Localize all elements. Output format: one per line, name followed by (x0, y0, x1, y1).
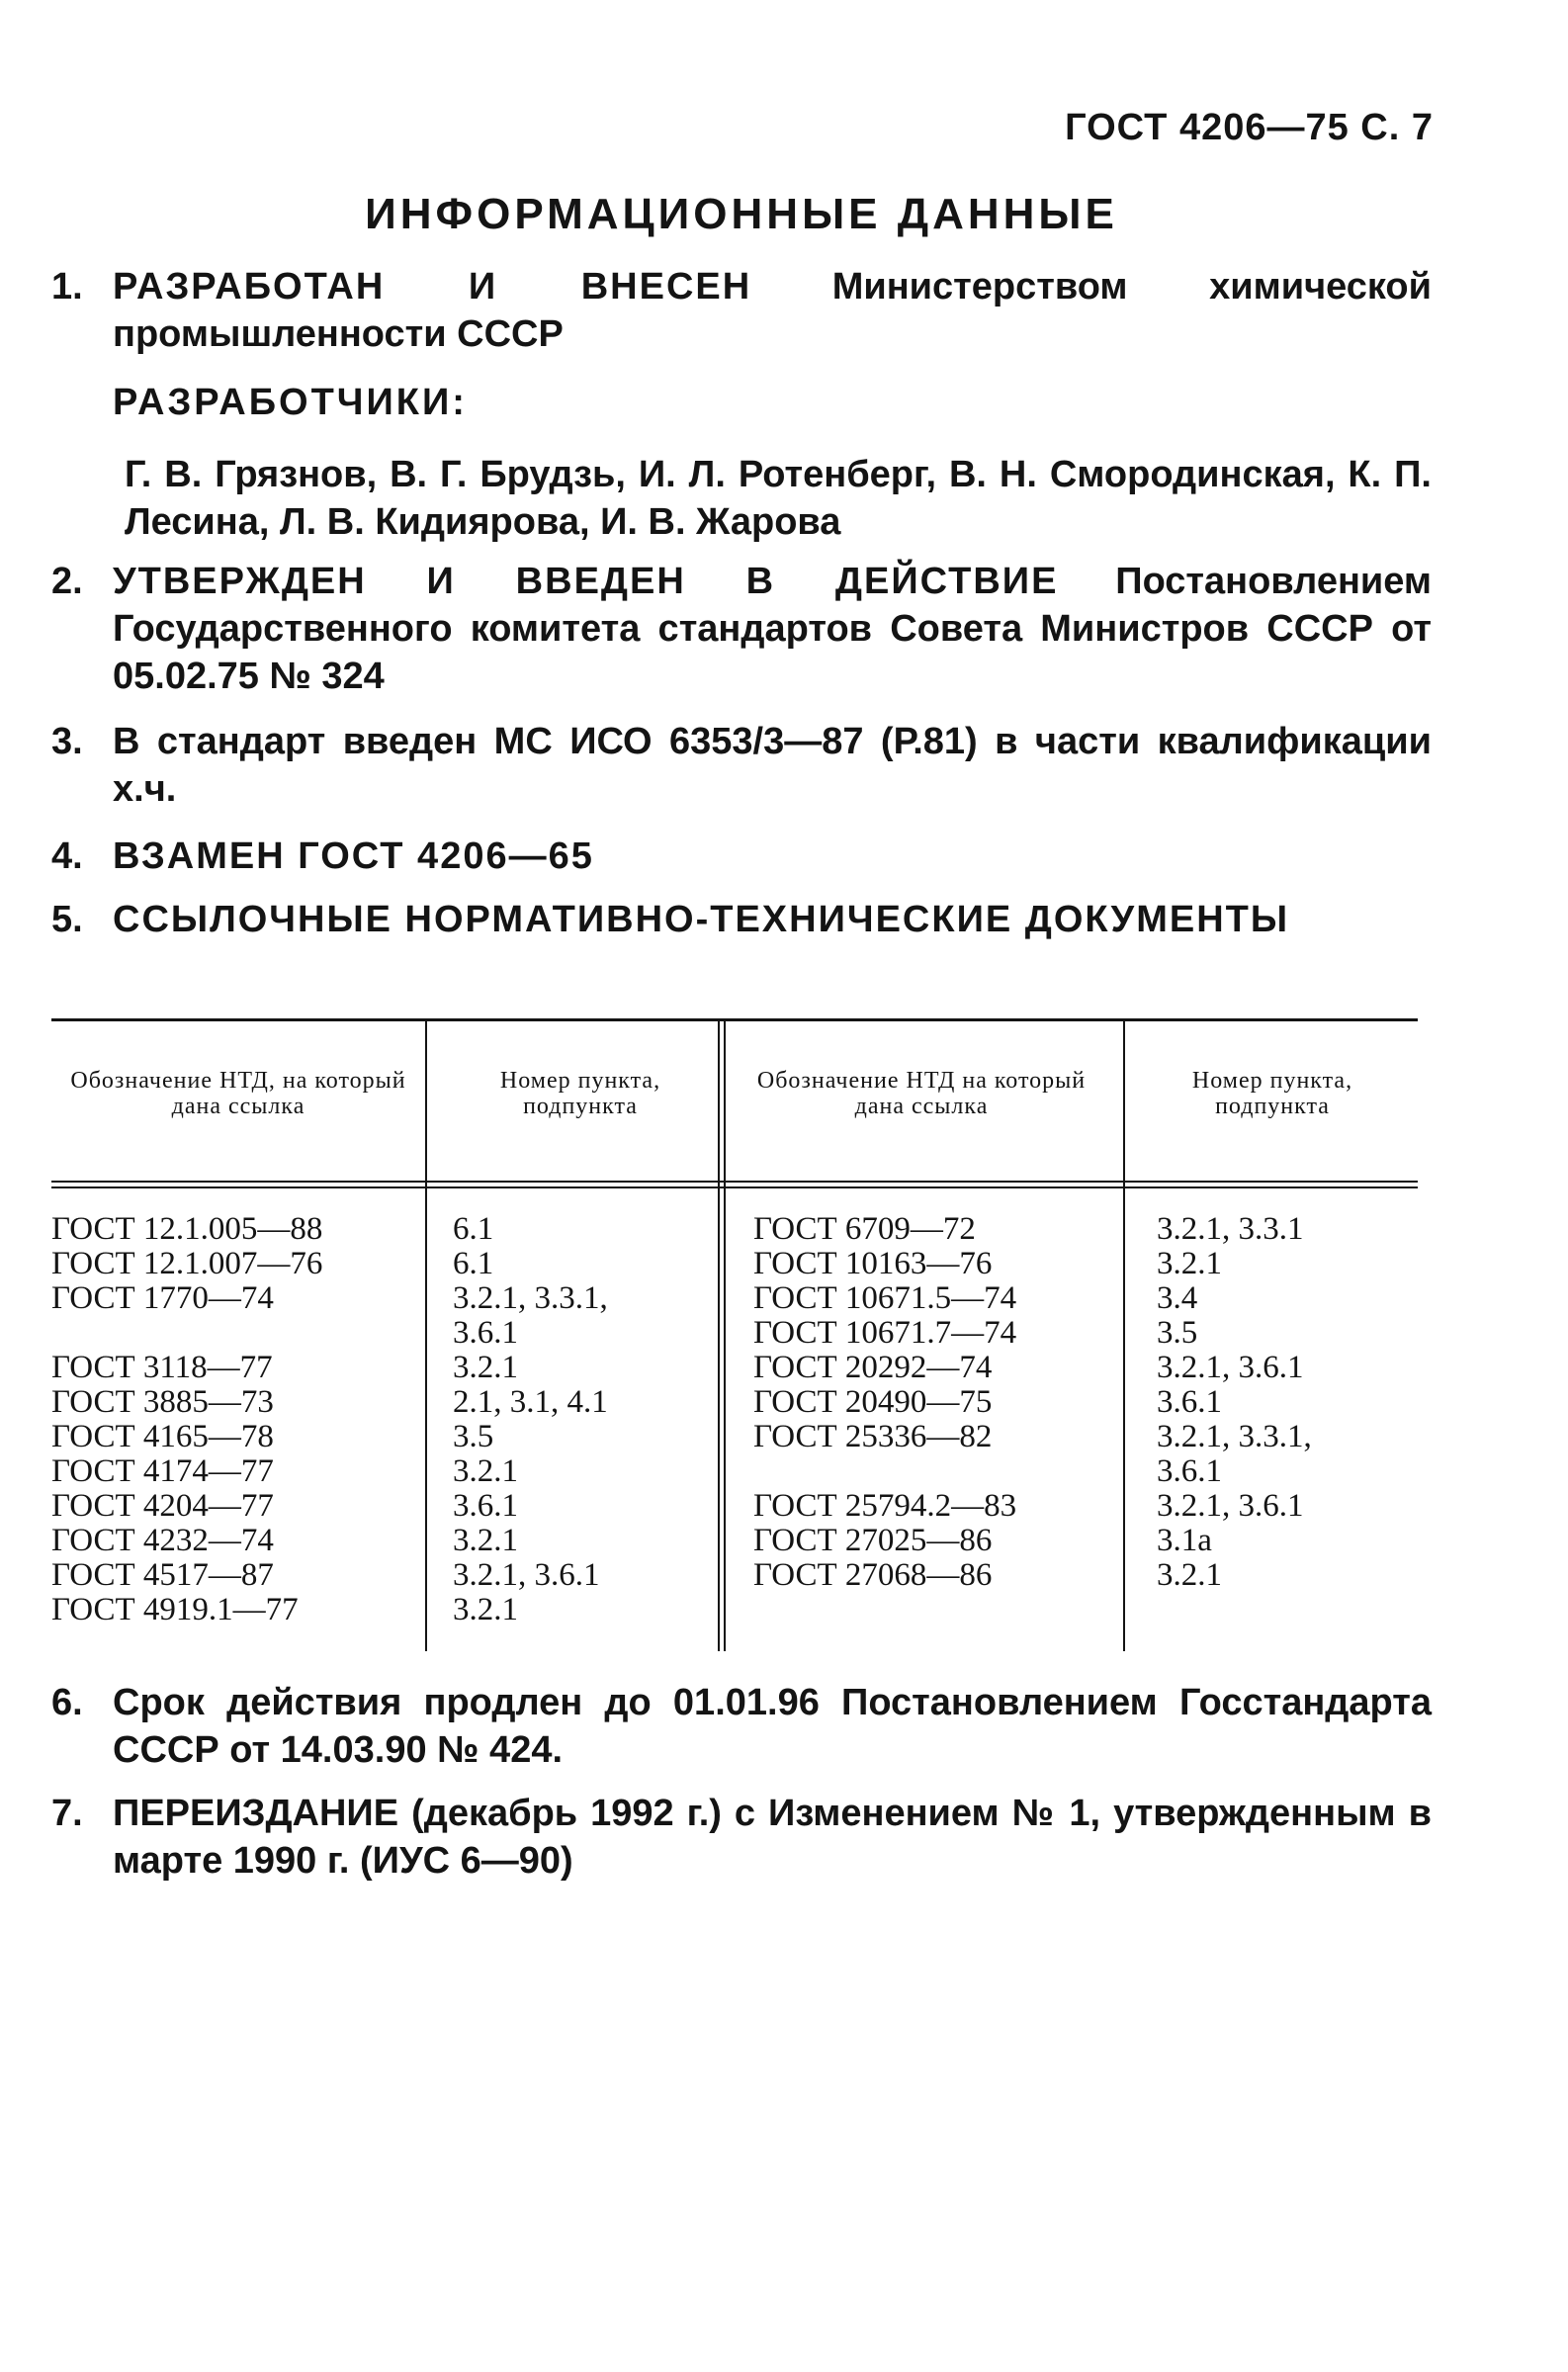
item-text: Министерством химической промышленности СССР (113, 266, 1432, 355)
developers-heading: РАЗРАБОТЧИКИ: (113, 382, 468, 423)
item-number: 5. (51, 899, 83, 940)
table-column-clause-left: 6.1 6.1 3.2.1, 3.3.1, 3.6.1 3.2.1 2.1, 3.1, 4.1 3.5 3.2.1 3.6.1 3.2.1 3.2.1, 3.6.1 3.2.1 (453, 1211, 608, 1627)
item-4 (51, 833, 1432, 880)
item-5 (51, 896, 1432, 943)
item-number: 4. (51, 835, 83, 877)
table-column-clause-right: 3.2.1, 3.3.1 3.2.1 3.4 3.5 3.2.1, 3.6.1 3.6.1 3.2.1, 3.3.1, 3.6.1 3.2.1, 3.6.1 3.1а 3.2.1 (1157, 1211, 1312, 1593)
item-number: 7. (51, 1793, 83, 1834)
column-divider-double-a (718, 1018, 720, 1651)
table-column-ntd-right: ГОСТ 6709—72 ГОСТ 10163—76 ГОСТ 10671.5—74 ГОСТ 10671.7—74 ГОСТ 20292—74 ГОСТ 20490—75 ГОСТ 25336—82 ГОСТ 25794.2—83 ГОСТ 27025—86 ГОСТ 27068—86 (753, 1211, 1017, 1593)
table-header-rule (51, 1181, 1418, 1183)
page-title: ИНФОРМАЦИОННЫЕ ДАННЫЕ (365, 190, 1118, 238)
item-text: Постановлением Государственного комитета стандартов Совета Министров СССР от 05.02.75 № 324 (113, 561, 1433, 697)
reference-table (51, 1018, 1418, 1651)
item-lead: УТВЕРЖДЕН И ВВЕДЕН В ДЕЙСТВИЕ (113, 561, 1059, 602)
item-1 (51, 263, 1432, 358)
item-2 (51, 558, 1432, 700)
item-text: В стандарт введен МС ИСО 6353/3—87 (Р.81) в части квалификации х.ч. (113, 721, 1432, 810)
item-3 (51, 718, 1432, 813)
running-header: ГОСТ 4206—75 С. 7 (1065, 107, 1434, 148)
table-top-rule (51, 1018, 1418, 1021)
item-number: 6. (51, 1682, 83, 1723)
table-header-cell: Номер пункта, подпункта (1191, 1068, 1353, 1119)
item-text: ССЫЛОЧНЫЕ НОРМАТИВНО-ТЕХНИЧЕСКИЕ ДОКУМЕНТЫ (113, 899, 1290, 940)
developers-list: Г. В. Грязнов, В. Г. Брудзь, И. Л. Ротенберг, В. Н. Смородинская, К. П. Лесина, Л. В. Кидиярова, И. В. Жарова (125, 454, 1432, 543)
table-header-cell: Номер пункта, подпункта (499, 1068, 661, 1119)
item-number: 3. (51, 721, 83, 762)
column-divider (425, 1018, 427, 1651)
column-divider (1123, 1018, 1125, 1651)
item-number: 2. (51, 561, 83, 602)
item-number: 1. (51, 266, 83, 307)
item-7 (51, 1790, 1432, 1885)
item-lead: РАЗРАБОТАН И ВНЕСЕН (113, 266, 752, 307)
table-header-cell: Обозначение НТД на который дана ссылка (756, 1068, 1087, 1119)
item-text: ВЗАМЕН ГОСТ 4206—65 (113, 835, 594, 877)
column-divider-double-b (724, 1018, 726, 1651)
item-6 (51, 1679, 1432, 1774)
item-text: ПЕРЕИЗДАНИЕ (декабрь 1992 г.) с Изменением № 1, утвержденным в марте 1990 г. (ИУС 6—90) (113, 1793, 1432, 1882)
item-text: Срок действия продлен до 01.01.96 Постановлением Госстандарта СССР от 14.03.90 № 424. (113, 1682, 1432, 1771)
table-column-ntd-left: ГОСТ 12.1.005—88 ГОСТ 12.1.007—76 ГОСТ 1770—74 ГОСТ 3118—77 ГОСТ 3885—73 ГОСТ 4165—78 ГОСТ 4174—77 ГОСТ 4204—77 ГОСТ 4232—74 ГОСТ 4517—87 ГОСТ 4919.1—77 (51, 1211, 323, 1627)
table-header-cell: Обозначение НТД, на который дана ссылка (70, 1068, 406, 1119)
table-header-rule-2 (51, 1186, 1418, 1188)
